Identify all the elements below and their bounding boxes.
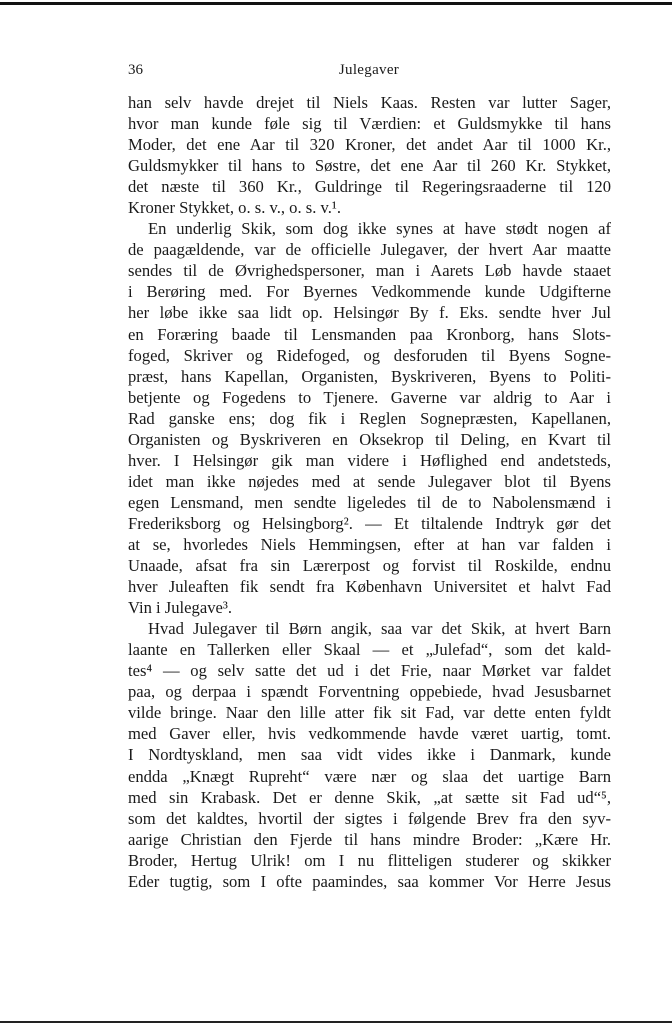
text-line: i Berøring med. For Byernes Vedkommende kunde Udgifterne bbox=[128, 282, 611, 302]
text-line: Kroner Stykket, o. s. v., o. s. v.¹. bbox=[128, 198, 341, 218]
text-line: hvor man kunde føle sig til Værdien: et Guldsmykke til hans bbox=[128, 114, 611, 134]
text-line: foged, Skriver og Ridefoged, og desforuden til Byens Sogne- bbox=[128, 345, 611, 365]
text-line: idet man ikke nøjedes med at sende Julegaver blot til Byens bbox=[128, 471, 611, 491]
text-line: med sin Krabask. Det er denne Skik, „at sætte sit Fad ud“⁵, bbox=[128, 787, 611, 807]
text-line: hver Juleaften fik sendt fra København Universitet et halvt Fad bbox=[128, 577, 611, 597]
text-line: Moder, det ene Aar til 320 Kroner, det andet Aar til 1000 Kr., bbox=[128, 135, 611, 155]
text-line: en Foræring baade til Lensmanden paa Kronborg, hans Slots- bbox=[128, 324, 611, 344]
text-line: Unaade, afsat fra sin Lærerpost og forvist til Roskilde, endnu bbox=[128, 556, 611, 576]
text-line: som det kaldtes, hvortil der sigtes i følgende Brev fra den syv- bbox=[128, 808, 611, 828]
text-line: Frederiksborg og Helsingborg². — Et tiltalende Indtryk gør det bbox=[128, 513, 611, 533]
text-line: præst, hans Kapellan, Organisten, Byskriveren, Byens to Politi- bbox=[128, 366, 611, 386]
top-rule bbox=[0, 2, 672, 5]
text-line: her løbe ikke saa lidt op. Helsingør By f. Eks. sendte hver Jul bbox=[128, 303, 611, 323]
text-line: Organisten og Byskriveren en Oksekrop til Deling, en Kvart til bbox=[128, 429, 611, 449]
text-line: tes⁴ — og selv satte det ud i det Frie, naar Mørket var faldet bbox=[128, 661, 611, 681]
text-line: de paagældende, var de officielle Julegaver, der hvert Aar maatte bbox=[128, 240, 611, 260]
text-line: hver. I Helsingør gik man videre i Høflighed end andetsteds, bbox=[128, 450, 611, 470]
running-title: Julegaver bbox=[338, 62, 400, 78]
text-line: endda „Knægt Rupreht“ være nær og slaa det uartige Barn bbox=[128, 766, 611, 786]
text-line: laante en Tallerken eller Skaal — et „Julefad“, som det kald- bbox=[128, 640, 611, 660]
text-line: Rad ganske ens; dog fik i Reglen Sognepræsten, Kapellanen, bbox=[128, 408, 611, 428]
text-line: En underlig Skik, som dog ikke synes at have stødt nogen af bbox=[148, 219, 611, 239]
text-line: betjente og Fogedens to Tjenere. Gaverne var aldrig to Aar i bbox=[128, 387, 611, 407]
bottom-rule bbox=[0, 1021, 672, 1023]
text-line: det næste til 360 Kr., Guldringe til Regeringsraaderne til 120 bbox=[128, 177, 611, 197]
text-line: I Nordtyskland, men saa vidt vides ikke i Danmark, kunde bbox=[128, 745, 611, 765]
text-line: vilde bringe. Naar den lille atter fik sit Fad, var dette enten fyldt bbox=[128, 703, 611, 723]
page-header bbox=[128, 62, 610, 84]
text-line: Broder, Hertug Ulrik! om I nu flitteligen studerer og skikker bbox=[128, 850, 611, 870]
text-line: paa, og derpaa i spændt Forventning oppebiede, hvad Jesusbarnet bbox=[128, 682, 611, 702]
text-line: Vin i Julegave³. bbox=[128, 598, 232, 618]
text-line: Hvad Julegaver til Børn angik, saa var det Skik, at hvert Barn bbox=[148, 619, 611, 639]
text-line: egen Lensmand, men sendte ligeledes til de to Nabolensmænd i bbox=[128, 492, 611, 512]
text-line: Guldsmykker til hans to Søstre, det ene Aar til 260 Kr. Stykket, bbox=[128, 156, 611, 176]
text-line: Eder tugtig, som I ofte paamindes, saa kommer Vor Herre Jesus bbox=[128, 871, 611, 891]
body-text bbox=[128, 92, 611, 892]
text-line: at se, hvorledes Niels Hemmingsen, efter at han var falden i bbox=[128, 534, 611, 554]
text-line: med Gaver eller, hvis vedkommende havde været uartig, tomt. bbox=[128, 724, 611, 744]
page-number: 36 bbox=[128, 62, 143, 78]
text-line: han selv havde drejet til Niels Kaas. Resten var lutter Sager, bbox=[128, 93, 611, 112]
text-line: aarige Christian den Fjerde til hans mindre Broder: „Kære Hr. bbox=[128, 829, 611, 849]
text-line: sendes til de Øvrighedspersoner, man i Aarets Løb havde staaet bbox=[128, 261, 611, 281]
